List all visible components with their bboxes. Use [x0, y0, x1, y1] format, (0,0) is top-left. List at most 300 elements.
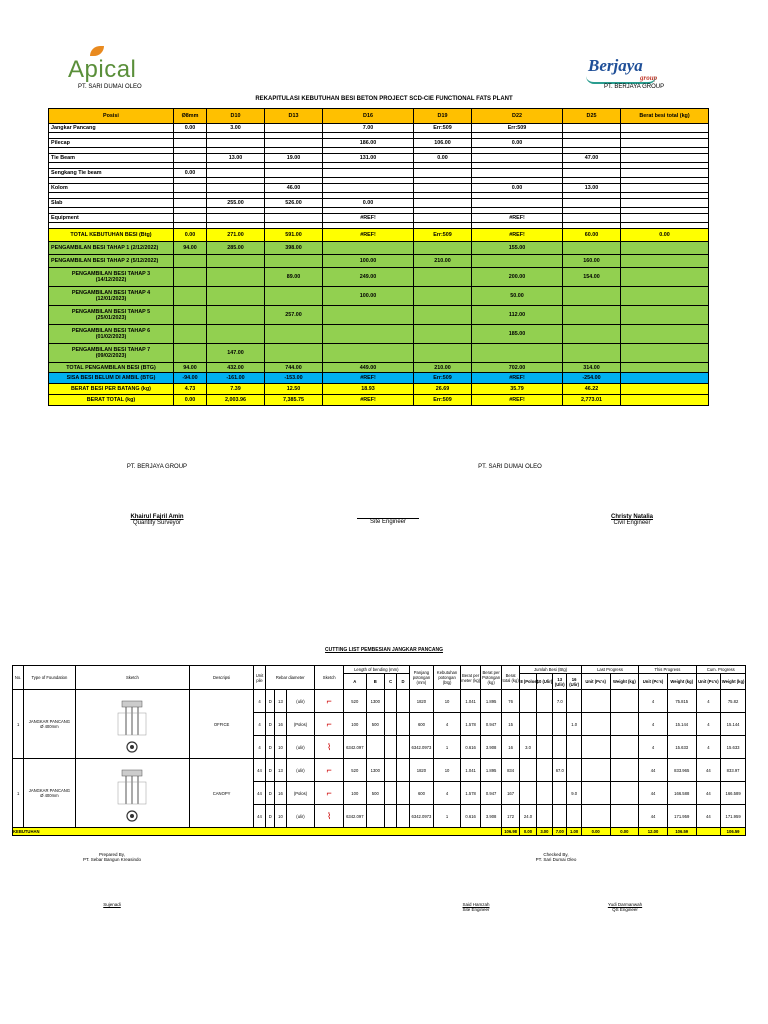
value-cell	[472, 344, 563, 363]
berat-per-batang-row	[49, 384, 709, 395]
value-cell: 50.00	[472, 287, 563, 306]
cell-tpw: 75.815	[667, 690, 696, 713]
cell-cpu: 4	[696, 713, 721, 736]
col-c: C	[385, 674, 397, 690]
col-j13: 13 (Ulir)	[553, 674, 567, 690]
checked-by: Checked By, PT. Sari Dumai Oleo	[535, 852, 577, 862]
bend-sketch	[315, 736, 344, 759]
value-cell	[563, 287, 621, 306]
rekap-item-row	[49, 139, 709, 148]
unit-pile: 4	[253, 690, 265, 713]
anchor-sketch-icon	[108, 768, 156, 818]
cell-lpu	[581, 805, 610, 828]
cell-tpw: 166.588	[667, 782, 696, 805]
value-cell	[621, 344, 709, 363]
cell-bpp: 0.947	[481, 713, 502, 736]
rekap-item-row	[49, 199, 709, 208]
sisa-besi-row	[49, 373, 709, 384]
value-cell	[472, 169, 563, 178]
cell-tpu: 4	[639, 736, 668, 759]
cell-cpw: 833.97	[721, 759, 746, 782]
cell-j10	[536, 759, 552, 782]
rekap-item-row	[49, 214, 709, 223]
value-cell: 160.00	[563, 255, 621, 268]
cell-keb: 10	[434, 690, 461, 713]
value-cell: 0.00	[621, 229, 709, 242]
value-cell: 0.00	[323, 199, 414, 208]
value-cell	[174, 199, 207, 208]
col-bt: Berat total (kg)	[501, 666, 519, 690]
value-cell	[207, 325, 265, 344]
row-label: PENGAMBILAN BESI TAHAP 1 (2/12/2022)	[49, 242, 174, 255]
row-label-line1: PENGAMBILAN BESI TAHAP 7	[71, 347, 151, 353]
value-cell	[174, 268, 207, 287]
value-cell: 314.00	[563, 363, 621, 373]
value-cell: 271.00	[207, 229, 265, 242]
tahap-row	[49, 268, 709, 287]
rebar-type: D	[266, 805, 275, 828]
value-cell	[174, 154, 207, 163]
value-cell	[621, 124, 709, 133]
col-j8: 8 (Polos)	[520, 674, 536, 690]
value-cell	[563, 124, 621, 133]
berjaya-logo: Berjaya group	[588, 56, 658, 82]
cell-lpw	[610, 690, 639, 713]
header-cell: D19	[414, 109, 472, 124]
value-cell: 257.00	[265, 306, 323, 325]
value-cell	[414, 214, 472, 223]
value-cell	[414, 242, 472, 255]
rebar-diameter: 10	[275, 736, 286, 759]
row-label-line1: PENGAMBILAN BESI TAHAP 3	[71, 271, 151, 277]
cell-c	[385, 690, 397, 713]
row-label: Pilecap	[49, 139, 174, 148]
value-cell: 398.00	[265, 242, 323, 255]
signature-site-engineer: Site Engineer	[288, 514, 488, 525]
cell-a: 100	[344, 782, 367, 805]
bend-sketch-icon: ⌐	[326, 696, 332, 706]
value-cell	[265, 287, 323, 306]
cell-keb: 1	[434, 736, 461, 759]
col-unit-pile: Unit pile	[253, 666, 265, 690]
value-cell: 47.00	[563, 154, 621, 163]
rekap-item-row	[49, 124, 709, 133]
row-label: PENGAMBILAN BESI TAHAP 2 (5/12/2022)	[49, 255, 174, 268]
cell-bt: 76	[501, 690, 519, 713]
cell-bt: 834	[501, 759, 519, 782]
cell-c	[385, 759, 397, 782]
cell-tpu: 4	[639, 690, 668, 713]
value-cell: 46.00	[265, 184, 323, 193]
row-label: TOTAL KEBUTUHAN BESI (Btg)	[49, 229, 174, 242]
cell-bpp: 0.947	[481, 782, 502, 805]
value-cell: 154.00	[563, 268, 621, 287]
row-label: Kolom	[49, 184, 174, 193]
cell-cpw: 75.82	[721, 690, 746, 713]
value-cell	[414, 325, 472, 344]
cutting-row	[13, 690, 746, 713]
row-label-line2: (09/02/2023)	[95, 353, 127, 359]
signer-1: Sujenadi	[103, 902, 121, 907]
value-cell: 13.00	[563, 184, 621, 193]
cell-j16: 9.0	[567, 782, 581, 805]
col-rebar: Rebar diameter	[266, 666, 315, 690]
col-lp-weight: Weight (kg)	[610, 674, 639, 690]
value-cell: 185.00	[472, 325, 563, 344]
cell-tpw: 15.633	[667, 736, 696, 759]
value-cell	[207, 268, 265, 287]
value-cell: 744.00	[265, 363, 323, 373]
value-cell	[414, 344, 472, 363]
col-a: A	[344, 674, 367, 690]
value-cell	[621, 199, 709, 208]
cell-tpw: 15.144	[667, 713, 696, 736]
cell-c	[385, 805, 397, 828]
value-cell: 186.00	[323, 139, 414, 148]
value-cell	[563, 139, 621, 148]
cell-pj: 6342.0973	[409, 805, 434, 828]
rebar-type: D	[266, 690, 275, 713]
cell-cpw: 15.144	[721, 713, 746, 736]
value-cell	[323, 344, 414, 363]
cell-a: 6342.097	[344, 736, 367, 759]
rebar-kind: (Polos)	[286, 713, 315, 736]
cell-dd	[397, 759, 409, 782]
value-cell: 255.00	[207, 199, 265, 208]
bend-sketch	[315, 805, 344, 828]
cell-bpp: 3.908	[481, 736, 502, 759]
value-cell	[621, 184, 709, 193]
row-label-line2: (12/01/2023)	[95, 296, 127, 302]
value-cell: 0.00	[472, 184, 563, 193]
kebutuhan-tpw: 106.59	[667, 828, 696, 836]
cell-lpu	[581, 736, 610, 759]
col-tp-unit: Unit (Pc's)	[639, 674, 668, 690]
value-cell	[174, 139, 207, 148]
rebar-kind: (ulir)	[286, 805, 315, 828]
cell-lpw	[610, 736, 639, 759]
value-cell: -161.00	[207, 373, 265, 384]
rekap-table	[48, 108, 709, 406]
kebutuhan-cpw: 106.59	[721, 828, 746, 836]
header-cell: Posisi	[49, 109, 174, 124]
unit-pile: 44	[253, 782, 265, 805]
cell-j10	[536, 713, 552, 736]
cell-j10	[536, 736, 552, 759]
kebutuhan-tpu: 12.00	[639, 828, 668, 836]
col-sketch: Sketch	[75, 666, 190, 690]
cell-a: 520	[344, 690, 367, 713]
value-cell	[207, 139, 265, 148]
value-cell	[265, 169, 323, 178]
cell-b: 500	[366, 713, 384, 736]
cell-keb: 4	[434, 713, 461, 736]
foundation-type-name: JANGKAR PANCANG	[28, 788, 71, 793]
cell-keb: 1	[434, 805, 461, 828]
kebutuhan-row	[13, 828, 746, 836]
cell-cpu: 44	[696, 805, 721, 828]
rebar-diameter: 13	[275, 759, 286, 782]
cell-bt: 172	[501, 805, 519, 828]
row-label: Equipment	[49, 214, 174, 223]
col-j16: 16 (Ulir)	[567, 674, 581, 690]
document-title: REKAPITULASI KEBUTUHAN BESI BETON PROJECT SCD-CIE FUNCTIONAL FATS PLANT	[255, 96, 513, 102]
col-this-progress: This Progress	[639, 666, 696, 674]
cell-cpu: 44	[696, 759, 721, 782]
value-cell: Err:509	[414, 395, 472, 406]
value-cell: 94.00	[174, 363, 207, 373]
unit-pile: 44	[253, 759, 265, 782]
value-cell: 19.00	[265, 154, 323, 163]
value-cell: 702.00	[472, 363, 563, 373]
description: OFFICE	[190, 690, 254, 759]
cell-bpm: 0.616	[460, 736, 481, 759]
anchor-sketch-icon	[108, 699, 156, 749]
tahap-row	[49, 325, 709, 344]
value-cell: Err:509	[414, 229, 472, 242]
cutting-list-title: CUTTING LIST PEMBESIAN JANGKAR PANCANG	[325, 647, 443, 653]
value-cell: 0.00	[414, 154, 472, 163]
value-cell	[323, 306, 414, 325]
cell-c	[385, 713, 397, 736]
bend-sketch	[315, 690, 344, 713]
cutting-row	[13, 759, 746, 782]
berat-total-row	[49, 395, 709, 406]
apical-logo: Apical	[68, 56, 136, 84]
row-label-line2: (14/12/2022)	[95, 277, 127, 283]
value-cell: -94.00	[174, 373, 207, 384]
kebutuhan-j8: 0.00	[520, 828, 536, 836]
value-cell: 2,003.96	[207, 395, 265, 406]
bend-sketch-icon: ⌐	[326, 719, 332, 729]
cell-dd	[397, 690, 409, 713]
value-cell	[621, 287, 709, 306]
cell-pj: 600	[409, 713, 434, 736]
value-cell	[563, 169, 621, 178]
value-cell	[621, 363, 709, 373]
value-cell	[265, 139, 323, 148]
cell-tpu: 44	[639, 759, 668, 782]
cell-j8: 24.0	[520, 805, 536, 828]
value-cell	[472, 199, 563, 208]
cell-j8: 3.0	[520, 736, 536, 759]
value-cell: 432.00	[207, 363, 265, 373]
cell-j8	[520, 690, 536, 713]
cell-j8	[520, 713, 536, 736]
value-cell	[414, 184, 472, 193]
cell-cpw: 171.959	[721, 805, 746, 828]
value-cell: 131.00	[323, 154, 414, 163]
tahap-row	[49, 255, 709, 268]
value-cell	[563, 199, 621, 208]
value-cell: 200.00	[472, 268, 563, 287]
value-cell	[207, 184, 265, 193]
rebar-kind: (ulir)	[286, 736, 315, 759]
value-cell	[207, 255, 265, 268]
col-bpm: Berat per meter (kg)	[460, 666, 481, 690]
cell-c	[385, 782, 397, 805]
value-cell	[563, 214, 621, 223]
foundation-type	[24, 759, 75, 828]
rebar-diameter: 16	[275, 713, 286, 736]
value-cell	[621, 373, 709, 384]
value-cell	[265, 214, 323, 223]
header-cell: D16	[323, 109, 414, 124]
value-cell	[174, 184, 207, 193]
bend-sketch-icon: ⌇	[326, 810, 332, 821]
value-cell: #REF!	[323, 214, 414, 223]
cell-pj: 600	[409, 782, 434, 805]
row-label-line1: PENGAMBILAN BESI TAHAP 5	[71, 309, 151, 315]
total-kebutuhan-row	[49, 229, 709, 242]
col-cp-weight: Weight (kg)	[721, 674, 746, 690]
bend-sketch	[315, 759, 344, 782]
cutting-list-table	[12, 665, 746, 836]
signer-3: Yudi Darmanwah QS Engineer	[607, 902, 643, 912]
value-cell: 46.22	[563, 384, 621, 395]
header-cell: D25	[563, 109, 621, 124]
cell-j13	[553, 782, 567, 805]
right-company: PT. BERJAYA GROUP	[604, 84, 665, 90]
rekap-item-row	[49, 169, 709, 178]
rebar-kind: (ulir)	[286, 690, 315, 713]
cell-dd	[397, 782, 409, 805]
value-cell: -254.00	[563, 373, 621, 384]
cell-bpm: 1.041	[460, 759, 481, 782]
value-cell	[174, 344, 207, 363]
cell-b: 1300	[366, 759, 384, 782]
col-type: Type of Foundation	[24, 666, 75, 690]
col-cp-unit: Unit (Pc's)	[696, 674, 721, 690]
tahap-row	[49, 344, 709, 363]
cell-lpw	[610, 713, 639, 736]
value-cell: 0.00	[174, 395, 207, 406]
value-cell	[621, 139, 709, 148]
value-cell: 100.00	[323, 287, 414, 306]
cell-j8	[520, 782, 536, 805]
prepared-by: Prepared By, PT. Sebar Bangun Kreasindo	[82, 852, 142, 862]
value-cell: 0.00	[174, 169, 207, 178]
col-b: B	[366, 674, 384, 690]
header-cell: D13	[265, 109, 323, 124]
foundation-size: Ø 400mm	[40, 724, 59, 729]
cell-b	[366, 805, 384, 828]
anchor-sketch	[75, 759, 190, 828]
cell-cpu: 4	[696, 690, 721, 713]
row-label: Tie Beam	[49, 154, 174, 163]
value-cell	[621, 395, 709, 406]
cell-lpu	[581, 782, 610, 805]
value-cell	[563, 306, 621, 325]
value-cell: 7.39	[207, 384, 265, 395]
cell-j10	[536, 690, 552, 713]
rebar-type: D	[266, 736, 275, 759]
cell-pj: 1820	[409, 759, 434, 782]
kebutuhan-j10: 3.00	[536, 828, 552, 836]
rebar-diameter: 16	[275, 782, 286, 805]
rebar-diameter: 13	[275, 690, 286, 713]
row-label: Sengkang Tie beam	[49, 169, 174, 178]
rebar-type: D	[266, 713, 275, 736]
value-cell: 112.00	[472, 306, 563, 325]
cell-dd	[397, 805, 409, 828]
cell-pj: 1820	[409, 690, 434, 713]
cell-pj: 6342.0973	[409, 736, 434, 759]
rekap-header-row	[49, 109, 709, 124]
value-cell: 94.00	[174, 242, 207, 255]
value-cell	[174, 287, 207, 306]
tahap-row	[49, 306, 709, 325]
value-cell	[621, 242, 709, 255]
cell-j16: 1.0	[567, 713, 581, 736]
rekap-item-row	[49, 184, 709, 193]
row-label-line2: (01/02/2023)	[95, 334, 127, 340]
value-cell: 249.00	[323, 268, 414, 287]
cell-cpu: 44	[696, 782, 721, 805]
col-sketch2: Sketch	[315, 666, 344, 690]
col-bpp: Berat per Potongan (kg)	[481, 666, 502, 690]
col-d: D	[397, 674, 409, 690]
rebar-type: D	[266, 782, 275, 805]
col-length-bending: Length of bending (mm)	[344, 666, 410, 674]
cell-cpw: 166.589	[721, 782, 746, 805]
kebutuhan-lpw: 0.00	[610, 828, 639, 836]
value-cell: 210.00	[414, 255, 472, 268]
unit-pile: 44	[253, 805, 265, 828]
value-cell: Err:509	[472, 124, 563, 133]
value-cell	[563, 325, 621, 344]
cell-a: 100	[344, 713, 367, 736]
value-cell: 60.00	[563, 229, 621, 242]
kebutuhan-label: KEBUTUHAN	[13, 828, 502, 836]
value-cell: 89.00	[265, 268, 323, 287]
col-jumlah-besi: Jumlah Besi (Btg)	[520, 666, 582, 674]
value-cell	[265, 344, 323, 363]
value-cell: 0.00	[174, 229, 207, 242]
col-kebutuhan: Kebutuhan potongan (btg)	[434, 666, 461, 690]
header-cell: Ø8mm	[174, 109, 207, 124]
cell-lpu	[581, 759, 610, 782]
value-cell: Err:509	[414, 124, 472, 133]
value-cell: 526.00	[265, 199, 323, 208]
value-cell: 210.00	[414, 363, 472, 373]
foundation-type-name: JANGKAR PANCANG	[28, 719, 71, 724]
signer-2: Said Hamzah Site Engineer	[462, 902, 490, 912]
value-cell	[414, 287, 472, 306]
value-cell	[323, 169, 414, 178]
signature-quantity-surveyor: Khairul Fajril Amin Quantity Surveyor	[130, 514, 184, 526]
value-cell: 26.69	[414, 384, 472, 395]
cell-a: 6342.097	[344, 805, 367, 828]
col-no: No.	[13, 666, 24, 690]
value-cell	[621, 214, 709, 223]
value-cell: 12.50	[265, 384, 323, 395]
value-cell	[621, 325, 709, 344]
kebutuhan-lpu: 0.00	[581, 828, 610, 836]
cell-keb: 10	[434, 759, 461, 782]
foundation-type	[24, 690, 75, 759]
value-cell	[621, 384, 709, 395]
cell-tpu: 44	[639, 805, 668, 828]
rebar-kind: (Polos)	[286, 782, 315, 805]
rebar-diameter: 10	[275, 805, 286, 828]
description: CANOPY	[190, 759, 254, 828]
unit-pile: 4	[253, 736, 265, 759]
foundation-size: Ø 400mm	[40, 793, 59, 798]
value-cell	[174, 214, 207, 223]
cell-j13	[553, 805, 567, 828]
col-j10: 10 (Ulir)	[536, 674, 552, 690]
